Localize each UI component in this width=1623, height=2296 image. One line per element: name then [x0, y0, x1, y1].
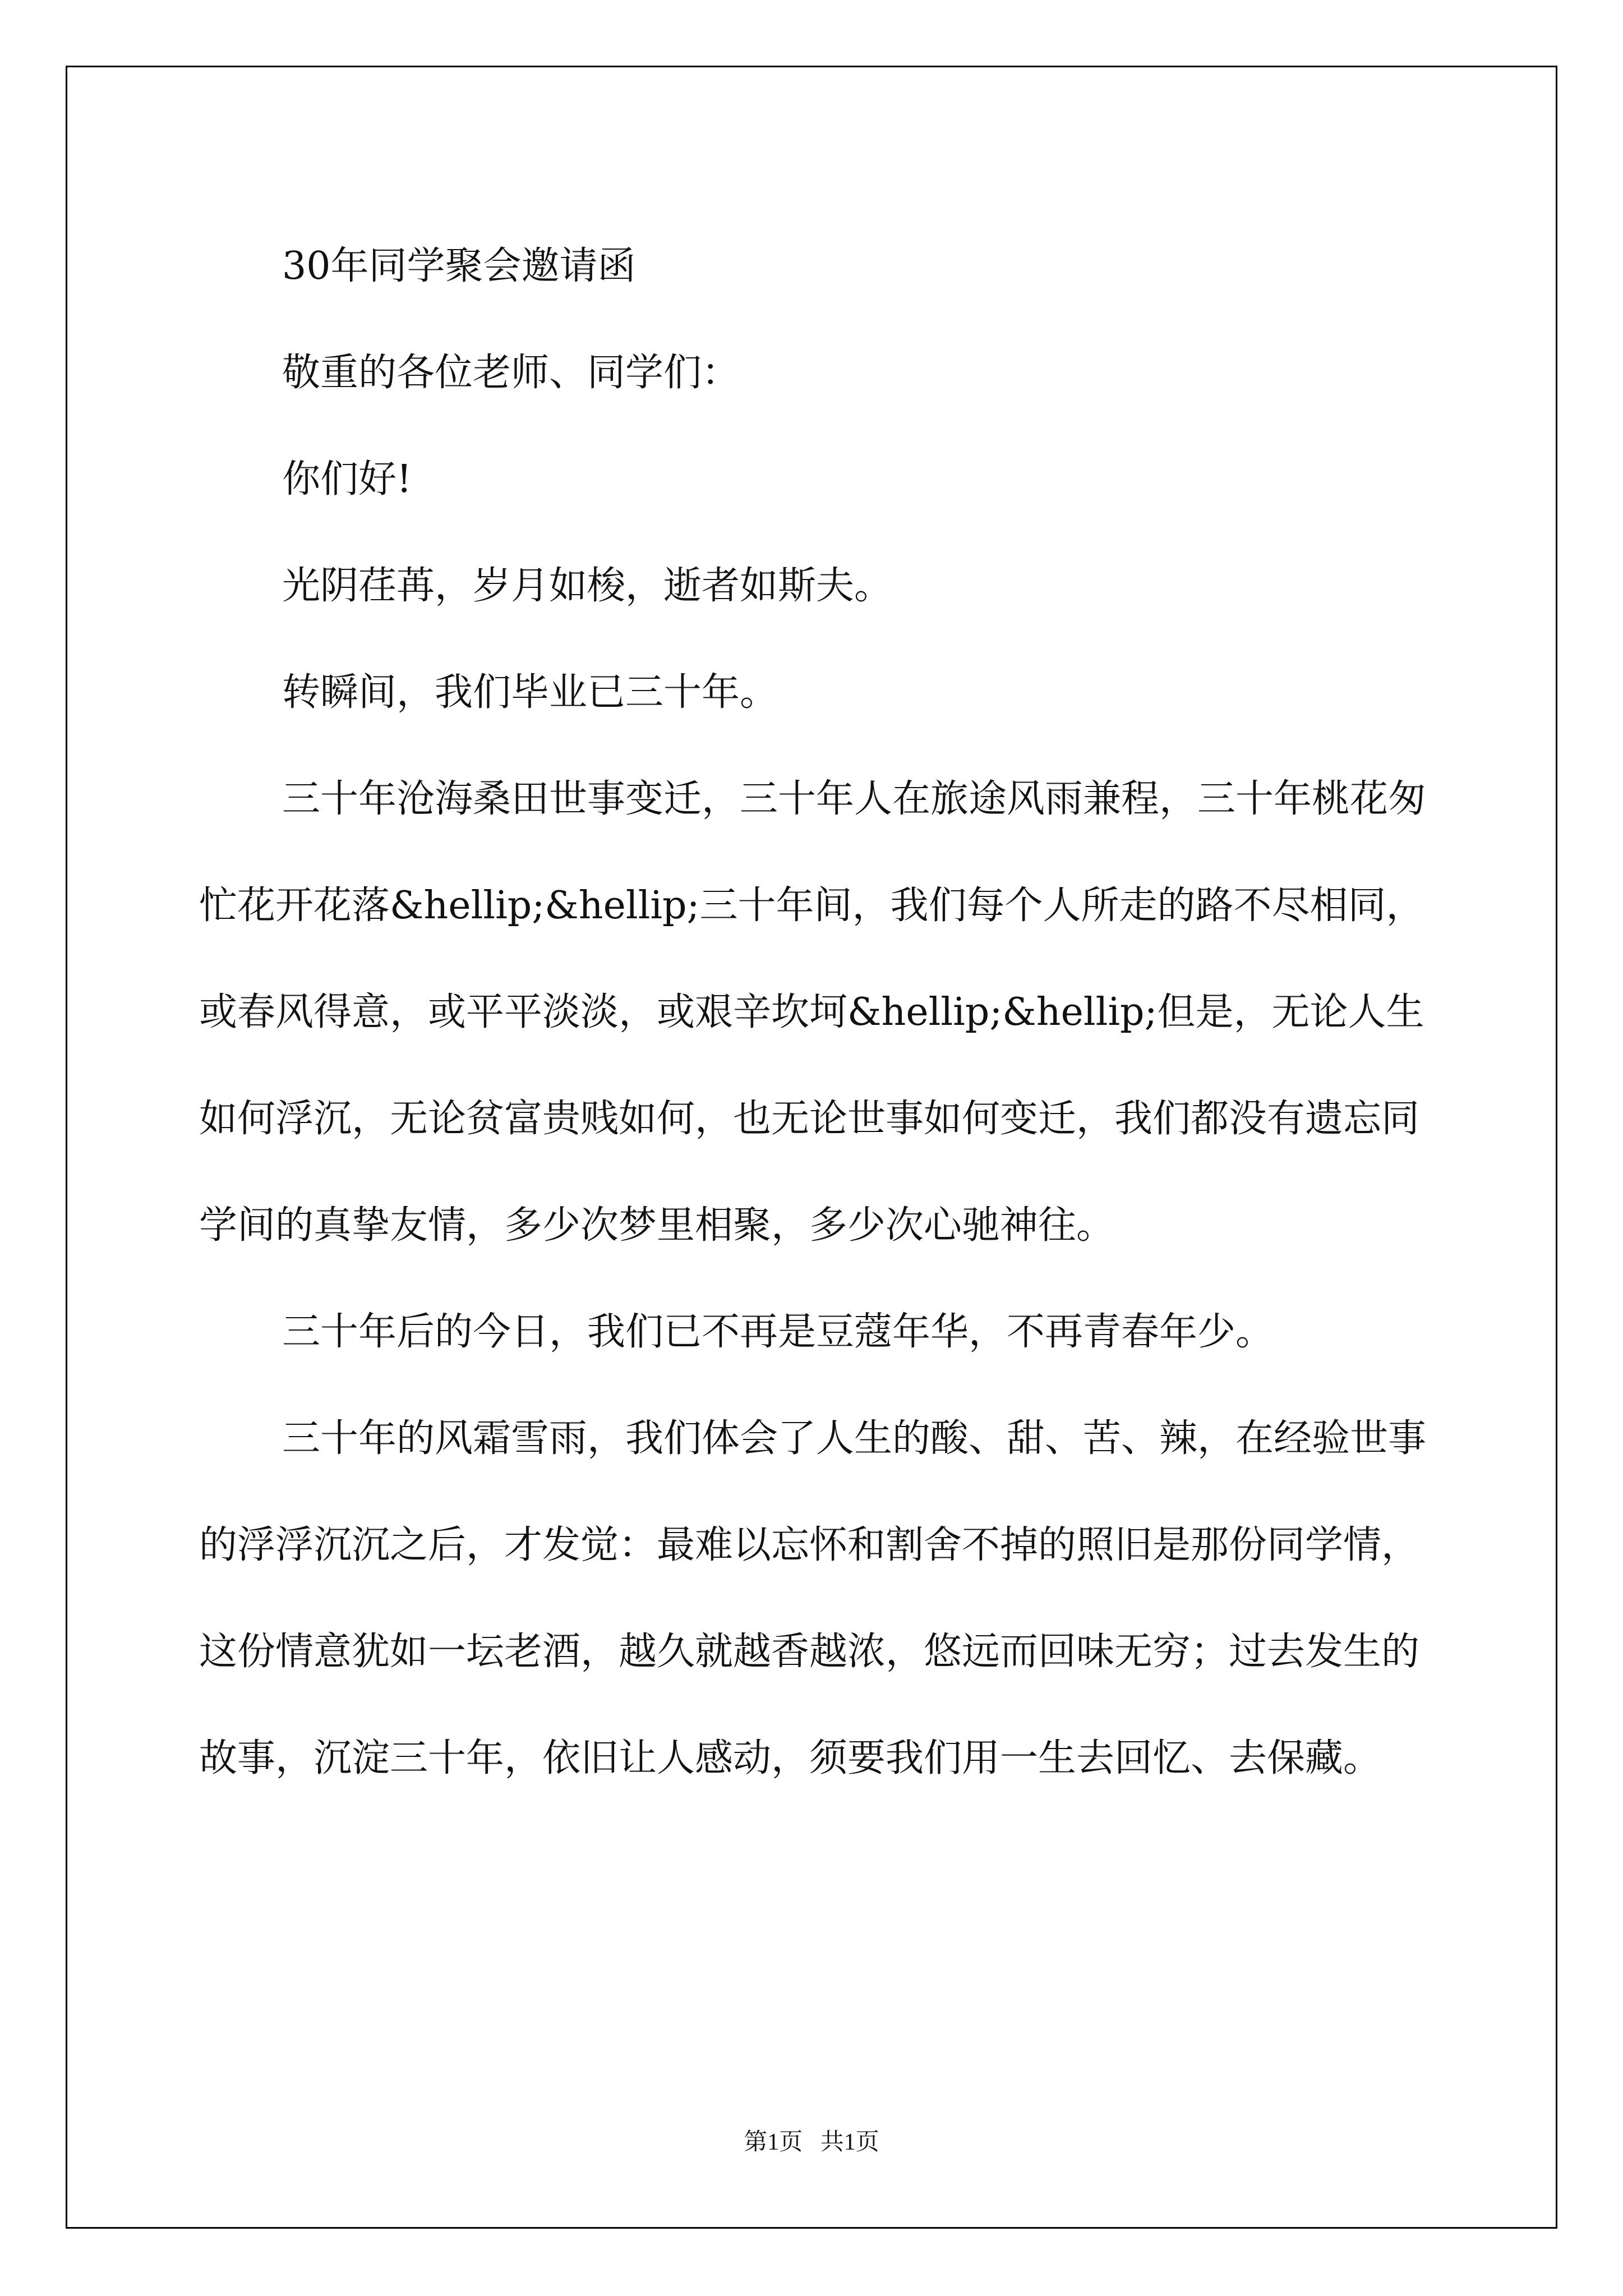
document-body: [199, 213, 1433, 1812]
page-total: 共1页: [820, 2129, 879, 2155]
paragraph: 转瞬间，我们毕业已三十年。: [282, 670, 778, 715]
paragraph: 三十年沧海桑田世事变迁，三十年人在旅途风雨兼程，三十年桃花匆忙花开花落&hellip;&hellip;三十年间，我们每个人所走的路不尽相同，或春风得意，或平平淡淡，或艰辛坎坷&hellip;&hellip;但是，无论人生如何浮沉，无论贫富贵贱如何，也无论世事如何变迁，我们都没有遗忘同学间的真挚友情，多少次梦里相聚，多少次心驰神往。: [199, 777, 1427, 1248]
paragraph: 三十年的风霜雪雨，我们体会了人生的酸、甜、苦、辣，在经验世事的浮浮沉沉之后，才发觉：最难以忘怀和割舍不掉的照旧是那份同学情，这份情意犹如一坛老酒，越久就越香越浓，悠远而回味无穷；过去发生的故事，沉淀三十年，依旧让人感动，须要我们用一生去回忆、去保藏。: [199, 1416, 1427, 1780]
paragraph: 三十年后的今日，我们已不再是豆蔻年华，不再青春年少。: [282, 1310, 1274, 1354]
page-number: 第1页: [744, 2129, 803, 2155]
page-footer: [0, 2123, 1623, 2157]
document-title: 30年同学聚会邀请函: [282, 244, 636, 288]
salutation: 敬重的各位老师、同学们：: [282, 351, 740, 395]
greeting: 你们好!: [282, 457, 412, 501]
paragraph: 光阴荏苒，岁月如梭，逝者如斯夫。: [282, 564, 893, 608]
